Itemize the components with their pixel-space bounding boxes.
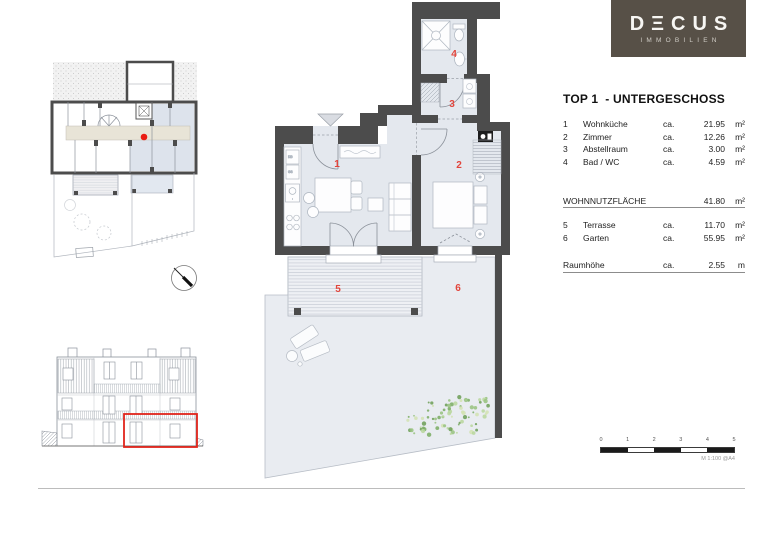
room-name: Wohnküche xyxy=(583,119,628,129)
room-num: 4 xyxy=(563,157,568,168)
living-area-total-row xyxy=(563,195,745,209)
sideboard xyxy=(340,146,380,158)
unit-highlight xyxy=(130,140,194,171)
room-name: Bad / WC xyxy=(583,157,620,168)
room-area: 4.59 xyxy=(708,157,725,168)
facade xyxy=(57,357,196,446)
ca-label: ca. xyxy=(663,157,675,168)
dishwasher-label: GS xyxy=(288,170,293,174)
site-plan-overview xyxy=(46,56,202,296)
chair xyxy=(304,193,315,204)
scale-tick: 0 xyxy=(599,437,603,443)
table-row xyxy=(563,118,745,131)
room-num: 2 xyxy=(563,131,568,142)
room-area: 11.70 xyxy=(704,220,725,231)
chair xyxy=(351,197,362,210)
neighbor-wall xyxy=(495,255,502,438)
total-label: WOHNNUTZFLÄCHE xyxy=(563,195,647,206)
scale-bar xyxy=(598,437,746,465)
height-label: Raumhöhe xyxy=(563,259,605,270)
scale-tick: 1 xyxy=(626,437,630,443)
room-label-3: 3 xyxy=(449,99,455,110)
terrace-deck xyxy=(288,257,422,316)
entrance-arrow-icon xyxy=(318,114,343,126)
room-num: 6 xyxy=(563,233,568,244)
site-building-wing xyxy=(127,62,173,104)
room-area: 3.00 xyxy=(708,144,725,155)
scale-bar-strip xyxy=(600,447,735,453)
building-elevation xyxy=(38,338,208,458)
unit-location-dot xyxy=(141,134,148,141)
kitchen-counter xyxy=(284,147,301,246)
sofa xyxy=(389,183,411,231)
scale-caption: M 1:100 @A4 xyxy=(701,456,735,462)
room-num: 5 xyxy=(563,220,568,231)
total-value: 41.80 xyxy=(703,195,725,206)
ca-label: ca. xyxy=(663,259,675,270)
room-label-2: 2 xyxy=(456,160,462,171)
bed xyxy=(433,182,473,228)
room-label-4: 4 xyxy=(451,49,457,60)
room-unit: m² xyxy=(735,157,745,168)
shower xyxy=(422,21,450,50)
table-row xyxy=(563,156,745,169)
ca-label: ca. xyxy=(663,119,675,129)
pillow xyxy=(474,186,487,204)
floor-plan xyxy=(255,0,525,500)
logo-subtitle-text: IMMOBILIEN xyxy=(640,37,721,44)
courtyard-stipple xyxy=(53,62,197,100)
scale-tick: 4 xyxy=(705,437,709,443)
total-unit: m² xyxy=(735,195,745,206)
room-num: 1 xyxy=(563,119,568,129)
site-terraces xyxy=(73,175,173,195)
chair xyxy=(308,207,319,218)
logo-brand-text: DΞCUS xyxy=(629,13,735,35)
room-area: 12.26 xyxy=(703,131,725,142)
table-row xyxy=(563,219,745,232)
pillow xyxy=(474,206,487,224)
scale-tick: 3 xyxy=(679,437,683,443)
balcony-railing xyxy=(58,411,196,419)
room-name: Zimmer xyxy=(583,131,612,142)
room-label-5: 5 xyxy=(335,284,341,295)
chimneys xyxy=(68,348,190,358)
room-num: 3 xyxy=(563,144,568,155)
room-area: 21.95 xyxy=(703,119,725,129)
room-name: Terrasse xyxy=(583,220,616,231)
room-area: 55.95 xyxy=(703,233,725,244)
elevator xyxy=(136,103,152,119)
room-unit: m² xyxy=(735,220,745,231)
table-row xyxy=(563,143,745,156)
ca-label: ca. xyxy=(663,220,675,231)
logo-decus xyxy=(611,0,746,57)
outdoor-rows xyxy=(563,219,745,244)
ca-label: ca. xyxy=(663,131,675,142)
room-name: Abstellraum xyxy=(583,144,628,155)
page-title: TOP 1 - UNTERGESCHOSS xyxy=(563,92,725,106)
height-unit: m xyxy=(737,259,745,270)
corridor xyxy=(66,126,190,140)
scale-tick: 5 xyxy=(732,437,736,443)
room-label-6: 6 xyxy=(455,283,461,294)
area-table xyxy=(563,93,745,273)
balcony-railing xyxy=(94,384,160,393)
terrace-post xyxy=(294,308,301,315)
storage-hatch xyxy=(421,83,439,102)
fridge-label: KG xyxy=(288,155,293,159)
ca-label: ca. xyxy=(663,144,675,155)
chair xyxy=(351,181,362,194)
room-unit: m² xyxy=(735,131,745,142)
table-row xyxy=(563,232,745,245)
footer-divider xyxy=(38,488,745,489)
room-label-1: 1 xyxy=(334,159,340,170)
coffee-table xyxy=(368,198,383,211)
north-arrow-icon xyxy=(172,266,197,291)
room-height-row xyxy=(563,259,745,273)
wardrobe xyxy=(473,140,501,174)
ca-label: ca. xyxy=(663,233,675,244)
table-row xyxy=(563,131,745,144)
room-unit: m² xyxy=(735,233,745,244)
dining-table xyxy=(315,178,351,212)
scale-tick: 2 xyxy=(652,437,656,443)
room-rows xyxy=(563,118,745,169)
room-unit: m² xyxy=(735,144,745,155)
room-name: Garten xyxy=(583,233,609,244)
terrace-post xyxy=(411,308,418,315)
site-building xyxy=(52,102,196,173)
room-unit: m² xyxy=(735,119,745,129)
height-value: 2.55 xyxy=(708,259,725,270)
